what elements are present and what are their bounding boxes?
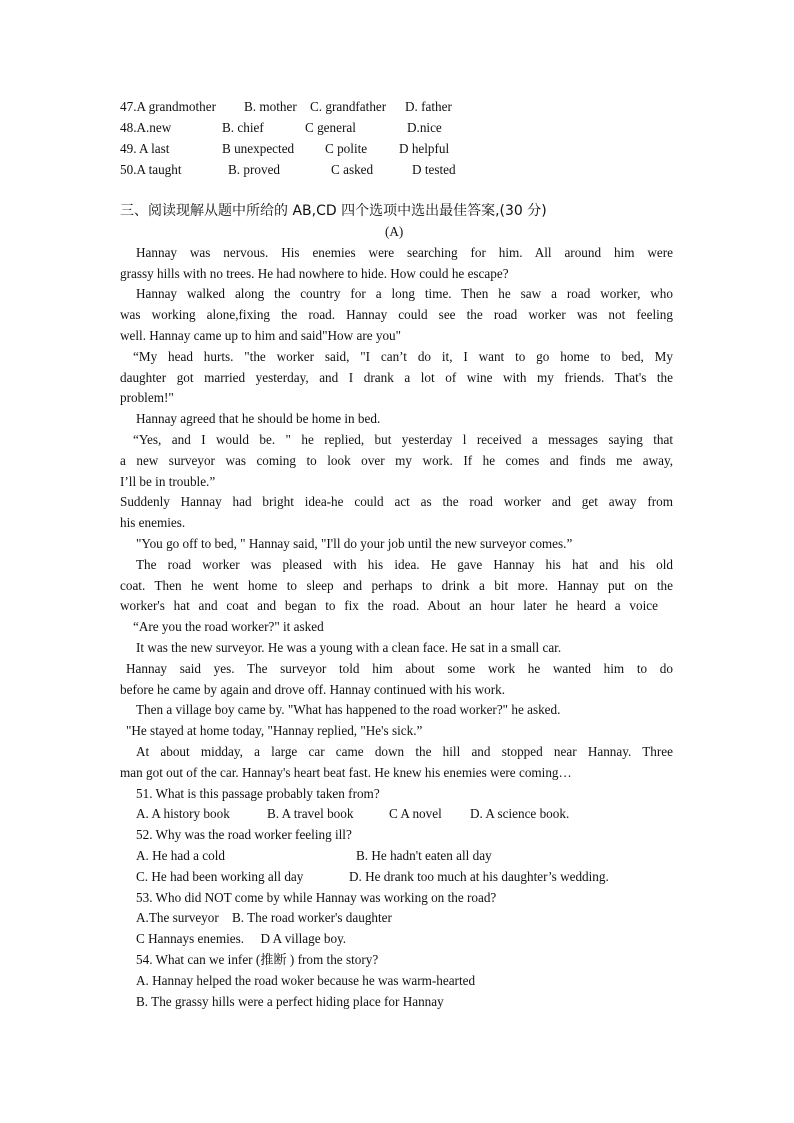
question-52-option-d: D. He drank too much at his daughter’s wedding.: [349, 869, 609, 884]
choice-c: C general: [305, 120, 356, 135]
passage-line: his enemies.: [120, 515, 186, 530]
question-52-option-a: A. He had a cold: [136, 848, 225, 863]
question-52-option-c: C. He had been working all day: [136, 869, 304, 884]
choice-c: C. grandfather: [310, 99, 387, 114]
choice-b: B. chief: [222, 120, 264, 135]
choice-d: D helpful: [399, 141, 450, 156]
question-54-option-a: A. Hannay helped the road woker because he was warm-hearted: [136, 973, 476, 988]
choice-d: D.nice: [407, 120, 442, 135]
passage-line: a new surveyor was coming to look over my work. If he comes and finds me away,: [120, 453, 673, 468]
question-54: 54. What can we infer (推断 ) from the story?: [136, 952, 379, 967]
question-53-options-cd: C Hannays enemies. D A village boy.: [136, 931, 347, 946]
passage-line: daughter got married yesterday, and I drank a lot of wine with my friends. That's the: [120, 370, 673, 385]
question-52-option-b: B. He hadn't eaten all day: [356, 848, 492, 863]
passage-line: well. Hannay came up to him and said"How are you": [120, 328, 402, 343]
option-d: D. A science book.: [470, 806, 570, 821]
passage-line: It was the new surveyor. He was a young with a clean face. He sat in a small car.: [136, 640, 562, 655]
section-heading: 三、阅读现解从题中所给的 AB,CD 四个选项中选出最佳答案,(30 分): [120, 203, 547, 219]
choice-d: D tested: [412, 162, 456, 177]
passage-line: grassy hills with no trees. He had nowhere to hide. How could he escape?: [120, 266, 509, 281]
question-51: 51. What is this passage probably taken from?: [136, 786, 380, 801]
choice-a: 50.A taught: [120, 162, 182, 177]
passage-line: “Are you the road worker?" it asked: [133, 619, 324, 634]
passage-line: Then a village boy came by. "What has happened to the road worker?" he asked.: [136, 702, 561, 717]
passage-line: Hannay was nervous. His enemies were searching for him. All around him were: [136, 245, 673, 260]
passage-line: man got out of the car. Hannay's heart beat fast. He knew his enemies were coming…: [120, 765, 572, 780]
passage-line: "You go off to bed, " Hannay said, "I'll do your job until the new surveyor comes.”: [136, 536, 573, 551]
question-53-options-ab: A.The surveyor B. The road worker's daughter: [136, 910, 392, 925]
passage-line: I’ll be in trouble.”: [120, 474, 216, 489]
passage-line: worker's hat and coat and began to fix the road. About an hour later he heard a voice: [120, 598, 658, 613]
question-52: 52. Why was the road worker feeling ill?: [136, 827, 352, 842]
choice-b: B unexpected: [222, 141, 295, 156]
passage-line: Hannay walked along the country for a long time. Then he saw a road worker, who: [136, 286, 673, 301]
choice-d: D. father: [405, 99, 452, 114]
passage-line: “Yes, and I would be. " he replied, but yesterday l received a messages saying that: [133, 432, 673, 447]
option-a: A. A history book: [136, 806, 230, 821]
passage-line: was working alone,fixing the road. Hannay could see the road worker was not feeling: [120, 307, 673, 322]
choice-b: B. proved: [228, 162, 281, 177]
passage-line: Hannay agreed that he should be home in bed.: [136, 411, 381, 426]
choice-b: B. mother: [244, 99, 297, 114]
passage-label: (A): [385, 224, 404, 239]
passage-line: At about midday, a large car came down the hill and stopped near Hannay. Three: [136, 744, 673, 759]
passage-line: Hannay said yes. The surveyor told him about some work he wanted him to do: [126, 661, 673, 676]
option-c: C A novel: [389, 806, 442, 821]
passage-line: “My head hurts. "the worker said, "I can’t do it, I want to go home to bed, My: [133, 349, 673, 364]
passage-line: "He stayed at home today, "Hannay replied, "He's sick.”: [126, 723, 423, 738]
passage-line: Suddenly Hannay had bright idea-he could act as the road worker and get away from: [120, 494, 673, 509]
passage-line: coat. Then he went home to sleep and perhaps to drink a bit more. Hannay put on the: [120, 578, 673, 593]
passage-line: problem!": [120, 390, 174, 405]
question-53: 53. Who did NOT come by while Hannay was working on the road?: [136, 890, 497, 905]
choice-c: C polite: [325, 141, 368, 156]
option-b: B. A travel book: [267, 806, 354, 821]
choice-a: 48.A.new: [120, 120, 172, 135]
choice-a: 47.A grandmother: [120, 99, 216, 114]
question-54-option-b: B. The grassy hills were a perfect hiding place for Hannay: [136, 994, 444, 1009]
passage-line: The road worker was pleased with his idea. He gave Hannay his hat and his old: [136, 557, 673, 572]
choice-a: 49. A last: [120, 141, 170, 156]
choice-c: C asked: [331, 162, 374, 177]
passage-line: before he came by again and drove off. Hannay continued with his work.: [120, 682, 506, 697]
